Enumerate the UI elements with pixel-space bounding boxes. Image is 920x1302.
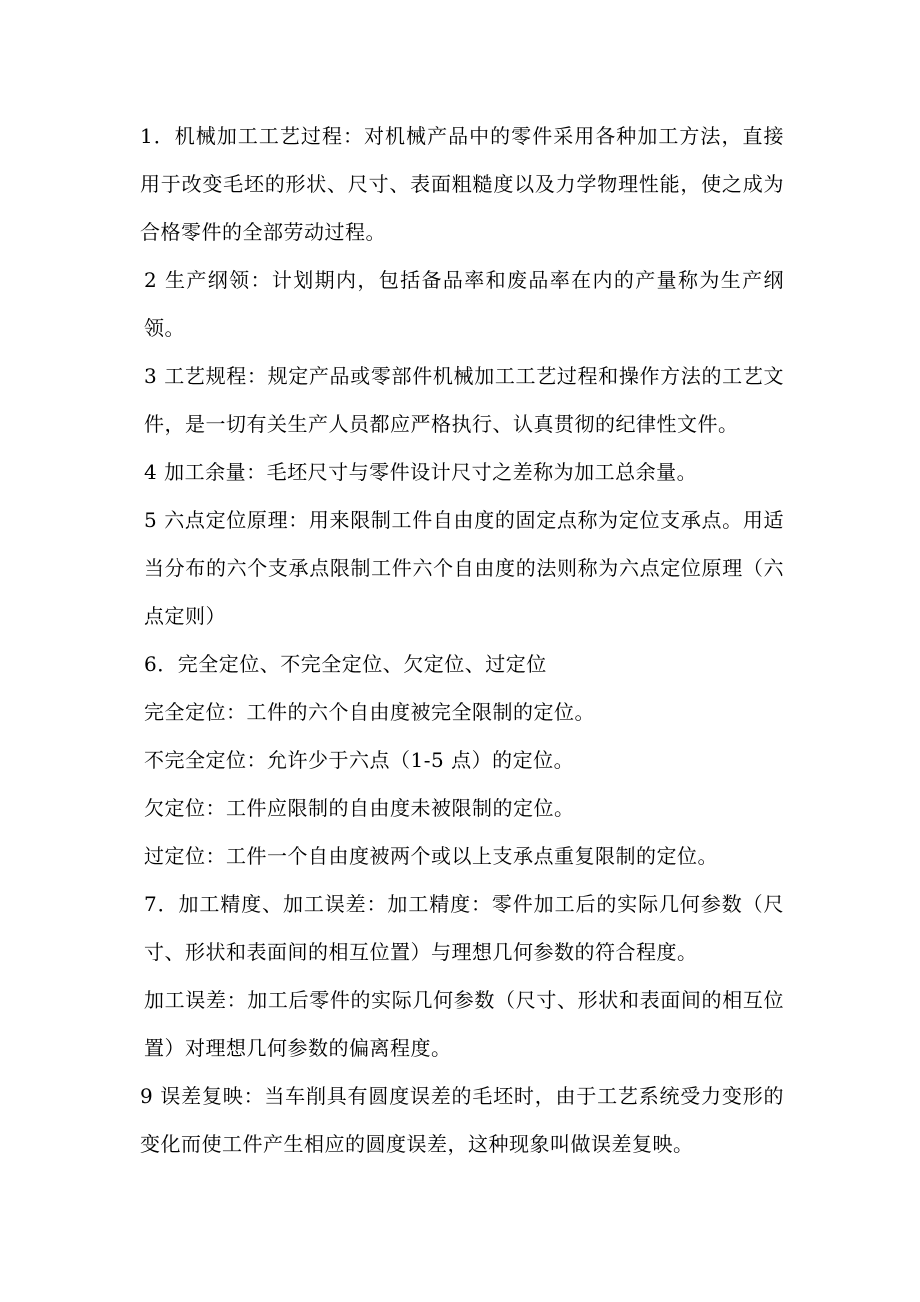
paragraph-machining-accuracy: 7．加工精度、加工误差：加工精度：零件加工后的实际几何参数（尺寸、形状和表面间的相互位置）与理想几何参数的符合程度。	[144, 892, 784, 964]
paragraph-over-positioning: 过定位：工件一个自由度被两个或以上支承点重复限制的定位。	[144, 844, 718, 868]
paragraph-complete-positioning: 完全定位：工件的六个自由度被完全限制的定位。	[144, 700, 595, 724]
document-body	[140, 112, 784, 1168]
paragraph-production-program: 2 生产纲领：计划期内，包括备品率和废品率在内的产量称为生产纲领。	[144, 268, 784, 340]
paragraph-under-positioning: 欠定位：工件应限制的自由度未被限制的定位。	[144, 796, 575, 820]
paragraph-six-point-principle: 5 六点定位原理：用来限制工件自由度的固定点称为定位支承点。用适当分布的六个支承点限制工件六个自由度的法则称为六点定位原理（六点定则）	[144, 508, 784, 628]
paragraph-machining-error: 加工误差：加工后零件的实际几何参数（尺寸、形状和表面间的相互位置）对理想几何参数的偏离程度。	[144, 988, 784, 1060]
paragraph-process-specification: 3 工艺规程：规定产品或零部件机械加工工艺过程和操作方法的工艺文件，是一切有关生产人员都应严格执行、认真贯彻的纪律性文件。	[144, 364, 784, 436]
paragraph-incomplete-positioning: 不完全定位：允许少于六点（1-5 点）的定位。	[144, 748, 575, 772]
paragraph-process-definition: 1．机械加工工艺过程：对机械产品中的零件采用各种加工方法，直接用于改变毛坯的形状、尺寸、表面粗糙度以及力学物理性能，使之成为合格零件的全部劳动过程。	[140, 124, 784, 244]
paragraph-machining-allowance: 4 加工余量：毛坯尺寸与零件设计尺寸之差称为加工总余量。	[144, 460, 698, 484]
paragraph-error-reflection: 9 误差复映：当车削具有圆度误差的毛坯时，由于工艺系统受力变形的变化而使工件产生相应的圆度误差，这种现象叫做误差复映。	[140, 1084, 784, 1156]
paragraph-positioning-types: 6．完全定位、不完全定位、欠定位、过定位	[144, 652, 547, 676]
